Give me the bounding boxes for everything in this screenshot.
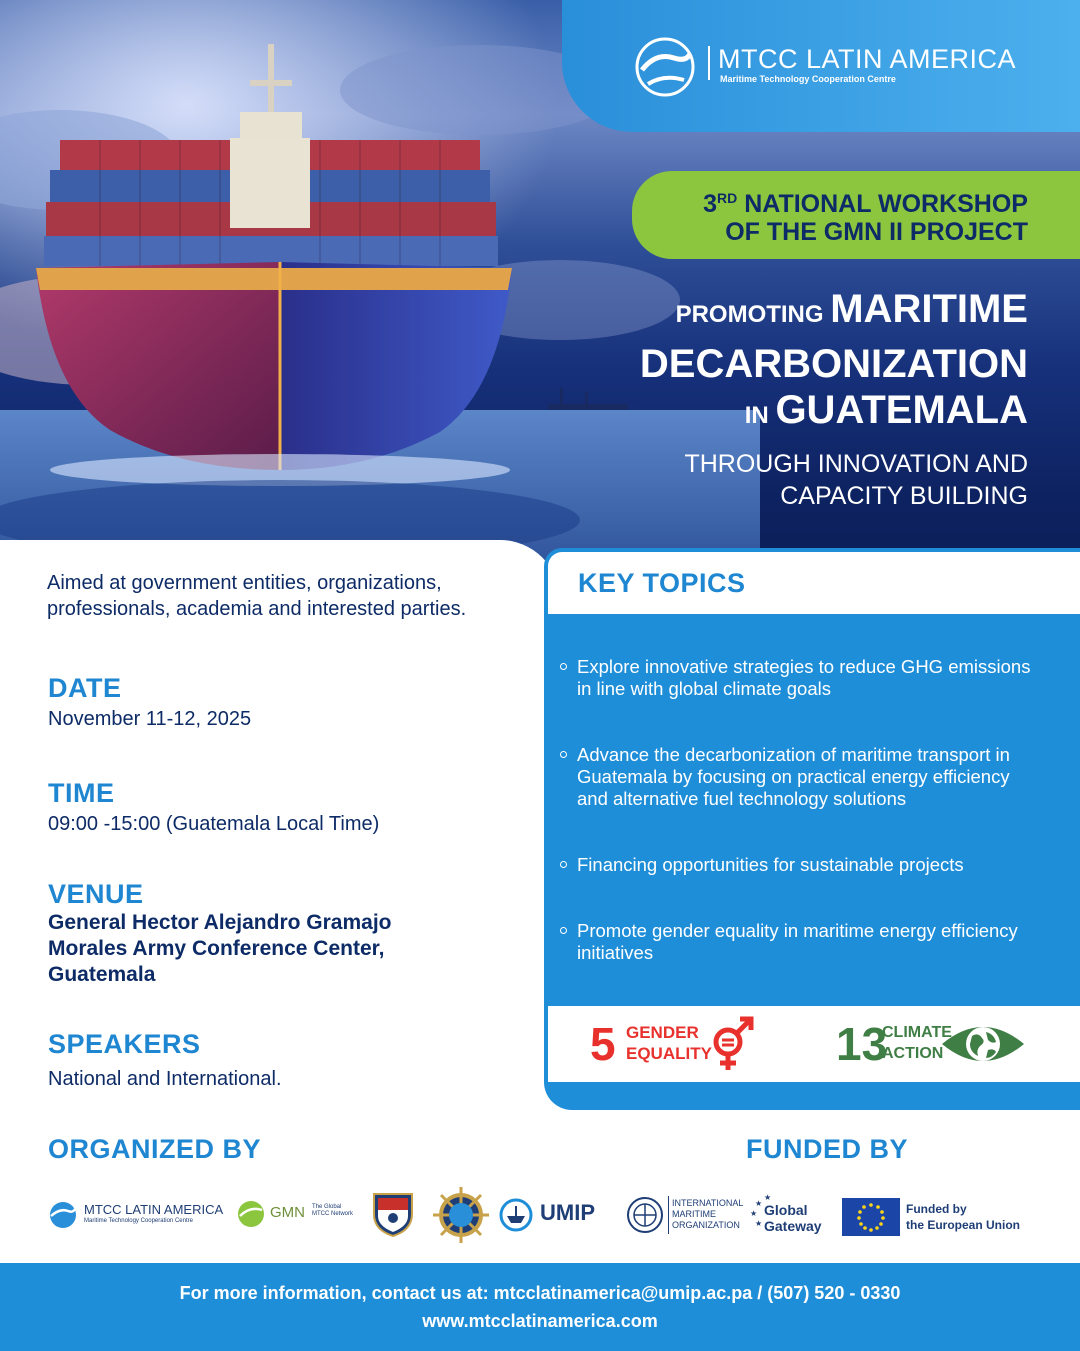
logo-divider (708, 46, 710, 80)
umip-emblem-icon (498, 1198, 534, 1232)
sdg13-label: CLIMATE ACTION (882, 1024, 952, 1062)
headline-subtitle-1: THROUGH INNOVATION AND (684, 450, 1028, 478)
imo-emblem-icon (626, 1196, 664, 1234)
venue-line-3: Guatemala (48, 963, 156, 986)
org-name: MTCC LATIN AMERICA (718, 44, 1017, 74)
bullet-icon (560, 861, 567, 868)
eu-flag-icon (842, 1198, 900, 1236)
sdg13-number: 13 (836, 1018, 888, 1070)
badge-line-1: 3RD NATIONAL WORKSHOP (703, 190, 1028, 218)
svg-text:★: ★ (755, 1199, 763, 1208)
topic-item: Promote gender equality in maritime energy efficiency initiatives (560, 920, 1040, 964)
mtcc-logo-header (562, 0, 1080, 132)
workshop-badge (632, 171, 1080, 259)
gmn-globe-icon (236, 1198, 266, 1230)
headline-subtitle-2: CAPACITY BUILDING (780, 482, 1028, 510)
topic-item: Explore innovative strategies to reduce GHG emissions in line with global climate goals (560, 656, 1040, 700)
key-topics-title: KEY TOPICS (578, 567, 746, 598)
speakers-block (48, 1028, 282, 1092)
partner-logos-row: MTCC LATIN AMERICA Maritime Technology Cooperation Centre GMN The Global MTCC Network UMIP INTERNATIONAL MARITIME ORGANIZATION ★ ★ ★ ★ Global Gateway Funded by the European Union (0, 1186, 1080, 1246)
bullet-icon (560, 927, 567, 934)
date-label: DATE (48, 673, 122, 703)
gender-equality-icon (708, 1016, 758, 1072)
key-topics-panel (544, 548, 1080, 1110)
time-label: TIME (48, 778, 115, 808)
guatemala-navy-shield-icon (370, 1190, 416, 1238)
org-subtitle: Maritime Technology Cooperation Centre (720, 74, 896, 84)
time-value: 09:00 -15:00 (Guatemala Local Time) (48, 813, 380, 835)
bullet-icon (560, 663, 567, 670)
topic-item: Financing opportunities for sustainable projects (560, 854, 1040, 876)
mtcc-globe-icon (634, 36, 696, 98)
time-block (48, 777, 379, 837)
venue-block (48, 878, 392, 988)
contact-line[interactable]: For more information, contact us at: mtcclatinamerica@umip.ac.pa / (507) 520 - 0330 (179, 1283, 901, 1303)
sdg5-number: 5 (590, 1018, 616, 1070)
date-value: November 11-12, 2025 (48, 708, 252, 730)
organized-by-label: ORGANIZED BY (48, 1134, 262, 1164)
speakers-value: National and International. (48, 1068, 282, 1090)
badge-line-2: OF THE GMN II PROJECT (725, 218, 1028, 246)
audience-text: Aimed at government entities, organizations, professionals, academia and interested parties. (47, 572, 467, 620)
svg-text:★: ★ (764, 1194, 772, 1202)
mtcc-small-globe-icon (48, 1200, 78, 1230)
sdg5-label: GENDER EQUALITY (626, 1023, 712, 1063)
svg-text:★: ★ (755, 1219, 763, 1228)
sdg-goals-bar (548, 1006, 1080, 1082)
contact-footer (0, 1263, 1080, 1351)
venue-line-2: Morales Army Conference Center, (48, 937, 385, 960)
ship-wheel-emblem-icon (432, 1186, 490, 1244)
date-block (48, 672, 251, 732)
venue-label: VENUE (48, 879, 144, 909)
event-headline: PROMOTING MARITIME DECARBONIZATION IN GUATEMALA THROUGH INNOVATION AND CAPACITY BUILDING (639, 287, 1028, 510)
umip-name: UMIP (540, 1200, 595, 1225)
svg-text:★: ★ (750, 1209, 758, 1218)
bullet-icon (560, 751, 567, 758)
website-link[interactable]: www.mtcclatinamerica.com (422, 1311, 658, 1331)
climate-action-eye-icon (940, 1020, 1026, 1068)
funded-by-label: FUNDED BY (746, 1134, 909, 1164)
speakers-label: SPEAKERS (48, 1029, 201, 1059)
key-topics-header (548, 552, 1080, 614)
topic-item: Advance the decarbonization of maritime transport in Guatemala by focusing on practical energy efficiency and alternative fuel technology solutions (560, 744, 1040, 810)
event-details-panel (0, 540, 560, 1140)
venue-line-1: General Hector Alejandro Gramajo (48, 911, 392, 934)
